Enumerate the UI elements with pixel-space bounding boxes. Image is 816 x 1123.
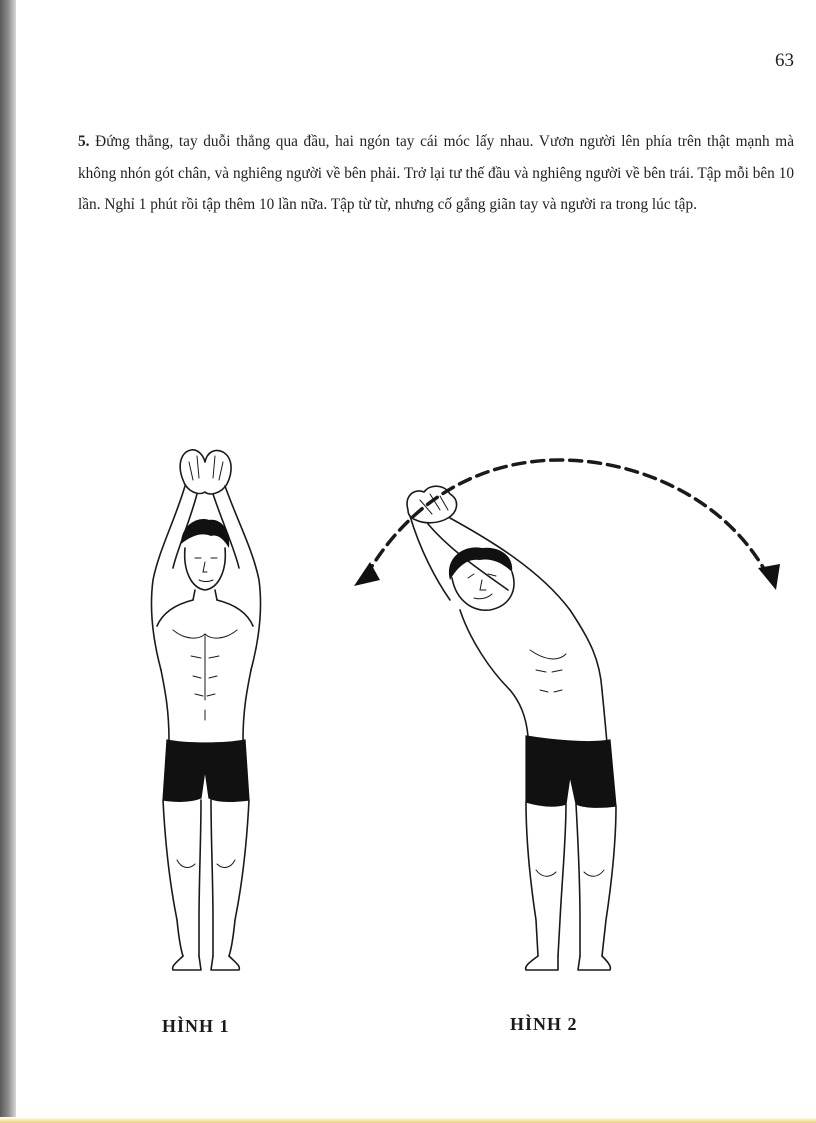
page-bottom-edge [0,1117,816,1123]
figure-1-caption: HÌNH 1 [162,1016,230,1036]
exercise-text: Đứng thẳng, tay duỗi thẳng qua đầu, hai ngón tay cái móc lấy nhau. Vươn người lên phía trên thật mạnh mà không nhón gót chân, và nghiêng người về bên phải. Trở lại tư thế đầu và nghiêng người về bên trái. Tập mỗi bên 10 lần. Nghỉ 1 phút rồi tập thêm 10 lần nữa. Tập từ từ, nhưng cố gắng giãn tay và người ra trong lúc tập. [78,133,794,214]
figure-1-illustration [125,440,305,980]
book-spine-shadow [0,0,16,1123]
page-number: 63 [775,50,794,71]
step-number: 5. [78,133,90,151]
figure-2-caption: HÌNH 2 [510,1014,578,1034]
figure-2-illustration [340,440,800,980]
exercise-paragraph [78,126,794,221]
